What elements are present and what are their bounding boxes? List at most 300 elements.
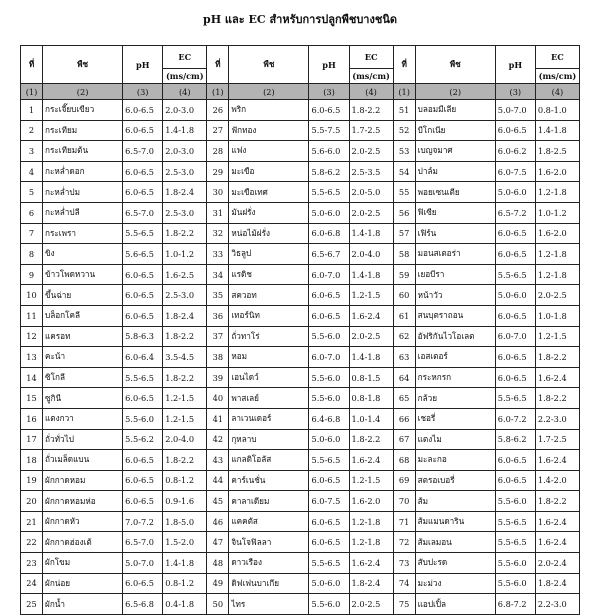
- plant-name: กะหล่ำปลี: [43, 202, 123, 223]
- ph-value: 5.0-6.0: [309, 202, 349, 223]
- row-number: 30: [207, 182, 229, 203]
- column-code: (4): [349, 84, 393, 100]
- row-number: 25: [21, 594, 43, 615]
- ec-value: 1.6-2.0: [349, 491, 393, 512]
- ec-value: 1.2-1.8: [535, 182, 579, 203]
- plant-name: ลาเวนเดอร์: [229, 408, 309, 429]
- ec-value: 1.4-1.8: [349, 264, 393, 285]
- ec-value: 3.5-4.5: [163, 347, 207, 368]
- plant-name: พาสเลย์: [229, 388, 309, 409]
- ec-value: 2.0-2.5: [349, 594, 393, 615]
- plant-name: กุหลาบ: [229, 429, 309, 450]
- ec-value: 1.2-1.8: [535, 244, 579, 265]
- header-no: ที่: [393, 46, 415, 84]
- ec-value: 1.6-2.4: [535, 511, 579, 532]
- plant-name: ถั่วทั่วไป: [43, 429, 123, 450]
- ph-value: 5.8-6.2: [309, 161, 349, 182]
- row-number: 50: [207, 594, 229, 615]
- row-number: 45: [207, 491, 229, 512]
- row-number: 38: [207, 347, 229, 368]
- ec-value: 1.2-1.8: [349, 532, 393, 553]
- row-number: 14: [21, 367, 43, 388]
- table-row: [21, 244, 580, 265]
- header-plant: พืช: [229, 46, 309, 84]
- column-code: (3): [123, 84, 163, 100]
- header-plant: พืช: [43, 46, 123, 84]
- plant-name: แครอท: [43, 326, 123, 347]
- ec-value: 1.5-2.0: [163, 532, 207, 553]
- ec-value: 1.8-2.2: [163, 223, 207, 244]
- ph-value: 5.5-6.5: [495, 388, 535, 409]
- ec-value: 1.2-1.5: [163, 388, 207, 409]
- table-row: [21, 594, 580, 615]
- row-number: 8: [21, 244, 43, 265]
- plant-name: กระเพรา: [43, 223, 123, 244]
- ph-value: 5.6-6.5: [123, 244, 163, 265]
- ec-value: 1.2-1.5: [349, 285, 393, 306]
- plant-name: คาร์เนชั่น: [229, 470, 309, 491]
- row-number: 2: [21, 120, 43, 141]
- column-code: (2): [415, 84, 495, 100]
- ph-value: 6.0-6.5: [495, 470, 535, 491]
- ec-value: 1.0-1.4: [349, 408, 393, 429]
- ec-value: 1.8-2.4: [349, 573, 393, 594]
- column-code: (1): [207, 84, 229, 100]
- ph-value: 6.0-7.0: [309, 264, 349, 285]
- ec-value: 1.6-2.5: [163, 264, 207, 285]
- ec-value: 2.0-4.0: [349, 244, 393, 265]
- ph-value: 6.0-6.5: [123, 120, 163, 141]
- ph-value: 6.5-7.0: [123, 532, 163, 553]
- ph-value: 5.6-6.0: [309, 141, 349, 162]
- ph-value: 6.0-6.5: [309, 532, 349, 553]
- row-number: 64: [393, 367, 415, 388]
- ph-value: 6.0-6.5: [123, 450, 163, 471]
- row-number: 7: [21, 223, 43, 244]
- column-code: (1): [21, 84, 43, 100]
- ph-value: 6.0-7.5: [309, 491, 349, 512]
- ec-value: 1.8-2.2: [163, 326, 207, 347]
- header-plant: พืช: [415, 46, 495, 84]
- ph-value: 5.0-6.0: [309, 573, 349, 594]
- plant-name: กระเจี๊ยบเขียว: [43, 100, 123, 121]
- ph-value: 6.0-6.5: [123, 470, 163, 491]
- row-number: 49: [207, 573, 229, 594]
- ec-value: 0.8-1.8: [349, 388, 393, 409]
- ec-value: 2.0-2.4: [535, 553, 579, 574]
- row-number: 9: [21, 264, 43, 285]
- table-row: [21, 285, 580, 306]
- ec-value: 2.0-3.0: [163, 100, 207, 121]
- ec-value: 1.2-1.5: [535, 326, 579, 347]
- header-no: ที่: [207, 46, 229, 84]
- table-row: [21, 305, 580, 326]
- row-number: 54: [393, 161, 415, 182]
- row-number: 4: [21, 161, 43, 182]
- ec-value: 1.2-1.8: [349, 511, 393, 532]
- table-row: [21, 326, 580, 347]
- row-number: 34: [207, 264, 229, 285]
- row-number: 1: [21, 100, 43, 121]
- row-number: 27: [207, 120, 229, 141]
- ph-value: 6.0-7.2: [495, 408, 535, 429]
- row-number: 35: [207, 285, 229, 306]
- header-ph: pH: [309, 46, 349, 84]
- row-number: 21: [21, 511, 43, 532]
- ph-value: 6.0-6.5: [309, 470, 349, 491]
- ec-value: 1.6-2.0: [535, 223, 579, 244]
- plant-name: แกลดิโอลัส: [229, 450, 309, 471]
- table-row: [21, 408, 580, 429]
- row-number: 61: [393, 305, 415, 326]
- ph-value: 6.0-6.5: [495, 223, 535, 244]
- row-number: 15: [21, 388, 43, 409]
- ec-value: 1.6-2.4: [349, 450, 393, 471]
- table-row: [21, 511, 580, 532]
- ec-value: 1.8-2.2: [535, 388, 579, 409]
- row-number: 46: [207, 511, 229, 532]
- ph-value: 6.0-7.0: [495, 326, 535, 347]
- ec-value: 1.0-1.8: [535, 305, 579, 326]
- row-number: 37: [207, 326, 229, 347]
- header-no: ที่: [21, 46, 43, 84]
- ec-value: 1.2-1.8: [535, 264, 579, 285]
- ph-value: 5.5-6.0: [309, 367, 349, 388]
- ph-value: 6.5-7.0: [123, 202, 163, 223]
- row-number: 5: [21, 182, 43, 203]
- plant-name: ปาล์ม: [415, 161, 495, 182]
- row-number: 69: [393, 470, 415, 491]
- row-number: 71: [393, 511, 415, 532]
- plant-name: มอนสเตอร่า: [415, 244, 495, 265]
- plant-name: ขึ้นฉ่าย: [43, 285, 123, 306]
- row-number: 16: [21, 408, 43, 429]
- ec-value: 1.7-2.5: [535, 429, 579, 450]
- plant-name: แตงกวา: [43, 408, 123, 429]
- ph-value: 6.5-6.7: [309, 244, 349, 265]
- table-row: [21, 429, 580, 450]
- plant-name: ถั่วเมล็ดแบน: [43, 450, 123, 471]
- table-row: [21, 573, 580, 594]
- row-number: 60: [393, 285, 415, 306]
- header-ph: pH: [495, 46, 535, 84]
- ec-value: 2.0-3.0: [163, 141, 207, 162]
- table-row: [21, 491, 580, 512]
- plant-name: ส้มแมนดาริน: [415, 511, 495, 532]
- row-number: 26: [207, 100, 229, 121]
- row-number: 39: [207, 367, 229, 388]
- plant-name: จินโจฟิลลา: [229, 532, 309, 553]
- ph-value: 6.0-6.5: [309, 100, 349, 121]
- ph-value: 6.0-6.5: [123, 305, 163, 326]
- ec-value: 2.2-3.0: [535, 594, 579, 615]
- ph-value: 6.0-6.5: [495, 450, 535, 471]
- row-number: 74: [393, 573, 415, 594]
- ph-value: 6.0-6.5: [123, 573, 163, 594]
- ph-value: 5.5-6.5: [309, 553, 349, 574]
- plant-name: วิธลูป: [229, 244, 309, 265]
- row-number: 67: [393, 429, 415, 450]
- plant-name: อัฟริกันไวโอเลต: [415, 326, 495, 347]
- plant-name: ฟิเซีย: [415, 202, 495, 223]
- ec-value: 1.4-1.8: [349, 223, 393, 244]
- row-number: 56: [393, 202, 415, 223]
- row-number: 28: [207, 141, 229, 162]
- ec-value: 1.8-2.2: [535, 491, 579, 512]
- row-number: 19: [21, 470, 43, 491]
- ph-value: 5.5-6.0: [495, 573, 535, 594]
- ph-value: 5.5-6.5: [123, 367, 163, 388]
- table-row: [21, 202, 580, 223]
- plant-name: เบญจมาศ: [415, 141, 495, 162]
- ph-value: 6.0-6.5: [123, 491, 163, 512]
- ec-value: 1.8-2.2: [163, 450, 207, 471]
- row-number: 55: [393, 182, 415, 203]
- row-number: 22: [21, 532, 43, 553]
- ec-value: 2.0-2.5: [349, 141, 393, 162]
- plant-name: กล้วย: [415, 388, 495, 409]
- row-number: 20: [21, 491, 43, 512]
- row-number: 36: [207, 305, 229, 326]
- ph-value: 6.0-6.5: [123, 100, 163, 121]
- ec-value: 2.0-4.0: [163, 429, 207, 450]
- ec-value: 1.6-2.4: [349, 553, 393, 574]
- plant-name: ฟักทอง: [229, 120, 309, 141]
- plant-name: เอนไดว์: [229, 367, 309, 388]
- column-code: (2): [229, 84, 309, 100]
- plant-name: กระหกรก: [415, 367, 495, 388]
- ph-value: 5.5-6.0: [309, 326, 349, 347]
- table-row: [21, 532, 580, 553]
- ec-value: 1.8-5.0: [163, 511, 207, 532]
- row-number: 66: [393, 408, 415, 429]
- row-number: 29: [207, 161, 229, 182]
- plant-name: ดิฟเฟนบาเกีย: [229, 573, 309, 594]
- row-number: 65: [393, 388, 415, 409]
- ec-value: 2.0-2.5: [349, 326, 393, 347]
- header-ec: EC: [349, 46, 393, 69]
- row-number: 13: [21, 347, 43, 368]
- plant-name: มะละกอ: [415, 450, 495, 471]
- ph-value: 5.5-7.5: [309, 120, 349, 141]
- plant-name: หน้าวัว: [415, 285, 495, 306]
- ec-value: 1.4-1.8: [349, 347, 393, 368]
- table-row: [21, 388, 580, 409]
- page-title: pH และ EC สำหรับการปลูกพืชบางชนิด: [203, 13, 397, 26]
- plant-name: แคคตัส: [229, 511, 309, 532]
- plant-name: หอม: [229, 347, 309, 368]
- plant-name: ส้ม: [415, 491, 495, 512]
- row-number: 52: [393, 120, 415, 141]
- column-code: (3): [309, 84, 349, 100]
- ec-value: 2.0-2.5: [535, 285, 579, 306]
- ec-value: 1.2-1.5: [349, 470, 393, 491]
- ec-value: 0.8-1.5: [349, 367, 393, 388]
- plant-name: แรดิช: [229, 264, 309, 285]
- row-number: 44: [207, 470, 229, 491]
- ph-value: 6.0-6.5: [495, 367, 535, 388]
- row-number: 42: [207, 429, 229, 450]
- plant-name: ผักกาดหัว: [43, 511, 123, 532]
- plant-name: กระเทียม: [43, 120, 123, 141]
- ph-value: 6.0-6.5: [495, 120, 535, 141]
- plant-name: มะเขือเทศ: [229, 182, 309, 203]
- plant-name: เฟิร์น: [415, 223, 495, 244]
- ph-value: 6.0-6.5: [123, 161, 163, 182]
- row-number: 48: [207, 553, 229, 574]
- header-ec: EC: [535, 46, 579, 69]
- plant-name: แฟง: [229, 141, 309, 162]
- ph-value: 6.0-6.5: [309, 511, 349, 532]
- plant-name: เยอบีรา: [415, 264, 495, 285]
- row-number: 24: [21, 573, 43, 594]
- plant-name: บีโกเนีย: [415, 120, 495, 141]
- header-ph: pH: [123, 46, 163, 84]
- ec-value: 1.8-2.2: [349, 429, 393, 450]
- row-number: 12: [21, 326, 43, 347]
- table-row: [21, 100, 580, 121]
- plant-name: เอสเตอร์: [415, 347, 495, 368]
- ph-value: 5.5-6.5: [495, 264, 535, 285]
- plant-name: ส้มเลมอน: [415, 532, 495, 553]
- ec-value: 2.5-3.0: [163, 285, 207, 306]
- ec-value: 2.5-3.0: [163, 202, 207, 223]
- ec-value: 1.4-1.8: [163, 120, 207, 141]
- ec-value: 2.0-5.0: [349, 182, 393, 203]
- ec-value: 1.4-2.0: [535, 470, 579, 491]
- row-number: 43: [207, 450, 229, 471]
- ph-value: 6.4-6.8: [309, 408, 349, 429]
- plant-name: ซูกินี: [43, 388, 123, 409]
- plant-name: แตงไม: [415, 429, 495, 450]
- ph-value: 6.8-7.2: [495, 594, 535, 615]
- plant-name: ผักโขม: [43, 553, 123, 574]
- plant-name: ผักกาดหอม: [43, 470, 123, 491]
- ph-value: 5.5-6.2: [123, 429, 163, 450]
- plant-name: บล็อกโคลี: [43, 305, 123, 326]
- ec-value: 1.8-2.2: [535, 347, 579, 368]
- ec-value: 1.6-2.4: [535, 532, 579, 553]
- row-number: 11: [21, 305, 43, 326]
- plant-name: ผักน้ำ: [43, 594, 123, 615]
- plant-name: ไทร: [229, 594, 309, 615]
- column-code: (3): [495, 84, 535, 100]
- row-number: 31: [207, 202, 229, 223]
- ph-value: 5.5-6.0: [495, 553, 535, 574]
- plant-name: คาลาเดียม: [229, 491, 309, 512]
- plant-name: มันฝรั่ง: [229, 202, 309, 223]
- ph-value: 5.0-6.0: [495, 182, 535, 203]
- ph-value: 6.0-6.5: [309, 305, 349, 326]
- ph-value: 5.5-6.0: [309, 388, 349, 409]
- plant-name: เชอรี่: [415, 408, 495, 429]
- plant-name: หน่อไม้ฝรั่ง: [229, 223, 309, 244]
- plant-name: ขิง: [43, 244, 123, 265]
- ph-value: 6.0-7.0: [309, 347, 349, 368]
- row-number: 68: [393, 450, 415, 471]
- plant-name: ข้าวโพดหวาน: [43, 264, 123, 285]
- ec-value: 1.6-2.0: [535, 161, 579, 182]
- column-code: (4): [535, 84, 579, 100]
- row-number: 53: [393, 141, 415, 162]
- ph-value: 6.0-6.5: [495, 347, 535, 368]
- ph-value: 6.0-6.5: [309, 285, 349, 306]
- row-number: 6: [21, 202, 43, 223]
- table-row: [21, 264, 580, 285]
- plant-name: กะหล่ำปม: [43, 182, 123, 203]
- ec-value: 2.5-3.5: [349, 161, 393, 182]
- table-row: [21, 553, 580, 574]
- ph-value: 5.0-7.0: [123, 553, 163, 574]
- ec-value: 0.8-1.0: [535, 100, 579, 121]
- column-code: (2): [43, 84, 123, 100]
- row-number: 10: [21, 285, 43, 306]
- ec-value: 0.9-1.6: [163, 491, 207, 512]
- ph-value: 5.5-6.5: [309, 450, 349, 471]
- row-number: 57: [393, 223, 415, 244]
- ph-ec-table: [20, 45, 580, 615]
- ph-value: 6.5-7.2: [495, 202, 535, 223]
- plant-name: สนบฺตราถอน: [415, 305, 495, 326]
- row-number: 23: [21, 553, 43, 574]
- plant-name: บลอมมีเลีย: [415, 100, 495, 121]
- table-row: [21, 223, 580, 244]
- header-ec-unit: (ms/cm): [535, 69, 579, 84]
- ph-value: 5.5-6.5: [309, 182, 349, 203]
- ph-value: 6.0-6.5: [123, 182, 163, 203]
- ec-value: 0.8-1.2: [163, 573, 207, 594]
- plant-name: พอยเซนเตีย: [415, 182, 495, 203]
- table-row: [21, 450, 580, 471]
- plant-name: สับปะรด: [415, 553, 495, 574]
- ph-value: 6.5-7.0: [123, 141, 163, 162]
- plant-name: ซิโกลี: [43, 367, 123, 388]
- ec-value: 1.0-1.2: [163, 244, 207, 265]
- row-number: 63: [393, 347, 415, 368]
- plant-name: ผักกาดหอมห่อ: [43, 491, 123, 512]
- ph-value: 6.0-6.5: [123, 388, 163, 409]
- ec-value: 1.4-1.8: [163, 553, 207, 574]
- plant-name: เทอร์นิท: [229, 305, 309, 326]
- row-number: 58: [393, 244, 415, 265]
- ph-value: 5.5-6.0: [123, 408, 163, 429]
- ec-value: 1.8-2.4: [163, 305, 207, 326]
- row-number: 75: [393, 594, 415, 615]
- ph-value: 6.0-6.5: [495, 244, 535, 265]
- ec-value: 0.4-1.8: [163, 594, 207, 615]
- ec-value: 1.8-2.2: [349, 100, 393, 121]
- row-number: 70: [393, 491, 415, 512]
- row-number: 62: [393, 326, 415, 347]
- row-number: 32: [207, 223, 229, 244]
- row-number: 18: [21, 450, 43, 471]
- column-code: (1): [393, 84, 415, 100]
- header-ec-unit: (ms/cm): [349, 69, 393, 84]
- header-ec: EC: [163, 46, 207, 69]
- row-number: 59: [393, 264, 415, 285]
- table-row: [21, 470, 580, 491]
- plant-name: ถั่วทาโร่: [229, 326, 309, 347]
- row-number: 72: [393, 532, 415, 553]
- header-ec-unit: (ms/cm): [163, 69, 207, 84]
- row-number: 47: [207, 532, 229, 553]
- ec-value: 1.4-1.8: [535, 120, 579, 141]
- ph-value: 5.8-6.2: [495, 429, 535, 450]
- row-number: 17: [21, 429, 43, 450]
- ph-value: 5.5-6.5: [495, 511, 535, 532]
- ec-value: 0.8-1.2: [163, 470, 207, 491]
- ec-value: 2.5-3.0: [163, 161, 207, 182]
